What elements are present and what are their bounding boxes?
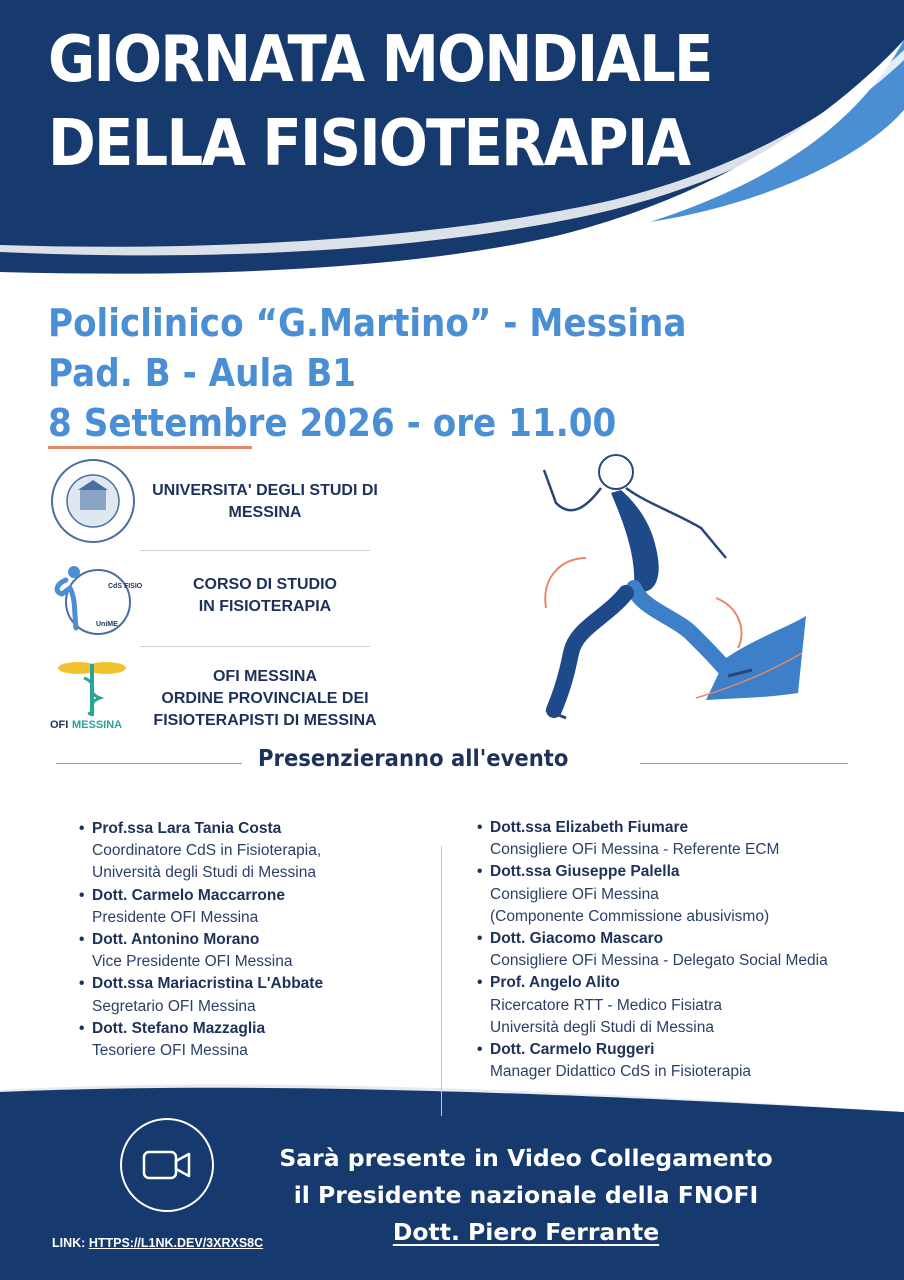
video-camera-icon <box>142 1146 192 1184</box>
attendees-list-left <box>92 818 323 1062</box>
ofi-messina-logo <box>50 656 134 736</box>
attendees-heading: Presenzieranno all'evento <box>258 746 569 772</box>
title-line-2: DELLA FISIOTERAPIA <box>48 107 690 181</box>
attendee-item <box>490 817 828 861</box>
video-call-badge <box>120 1118 214 1212</box>
organizer-divider <box>140 550 370 551</box>
attendee-role: Presidente OFI Messina <box>92 908 259 926</box>
university-seal-icon <box>50 458 136 544</box>
page-title <box>48 18 712 186</box>
event-date-time: 8 Settembre 2026 - ore 11.00 <box>48 401 617 445</box>
guest-speaker-name: Dott. Piero Ferrante <box>392 1218 660 1246</box>
attendees-heading-row <box>0 746 904 782</box>
attendee-name: • Dott. Carmelo Ruggeri <box>490 1039 828 1061</box>
attendee-role: Università degli Studi di Messina <box>92 864 316 882</box>
attendee-role: Ricercatore RTT - Medico Fisiatra <box>490 996 722 1014</box>
venue-room: Pad. B - Aula B1 <box>48 351 357 395</box>
svg-text:CdS FISIO: CdS FISIO <box>108 583 143 590</box>
attendee-role: Segretario OFI Messina <box>92 997 256 1015</box>
runner-illustration <box>516 448 806 748</box>
attendee-role: Consigliere OFi Messina - Delegato Social Media <box>490 952 828 970</box>
attendee-role: Università degli Studi di Messina <box>490 1018 714 1036</box>
event-details <box>48 298 686 448</box>
footer-line-2: il Presidente nazionale della FNOFI <box>293 1181 759 1209</box>
attendee-name: • Dott.ssa Elizabeth Fiumare <box>490 817 828 839</box>
organizer-ofi-label: OFI MESSINA ORDINE PROVINCIALE DEI FISIOTERAPISTI DI MESSINA <box>153 668 377 729</box>
attendee-name: • Dott. Giacomo Mascaro <box>490 928 828 950</box>
attendee-role: Vice Presidente OFI Messina <box>92 953 293 971</box>
venue-location: Policlinico “G.Martino” - Messina <box>48 301 687 345</box>
title-line-1: GIORNATA MONDIALE <box>48 23 712 97</box>
heading-rule-right <box>640 763 848 764</box>
attendee-name: • Dott.ssa Giuseppe Palella <box>490 861 828 883</box>
attendee-name: • Prof. Angelo Alito <box>490 972 828 994</box>
column-divider <box>441 846 442 1116</box>
attendee-role: Tesoriere OFI Messina <box>92 1042 248 1060</box>
attendee-item <box>490 928 828 972</box>
attendee-item <box>92 973 323 1017</box>
organizer-university-label: UNIVERSITA' DEGLI STUDI DI MESSINA <box>152 482 378 521</box>
attendee-name: • Dott. Carmelo Maccarrone <box>92 885 323 907</box>
video-link-announcement <box>276 1140 776 1251</box>
footer-line-1: Sarà presente in Video Collegamento <box>279 1144 773 1172</box>
attendee-role: Coordinatore CdS in Fisioterapia, <box>92 842 322 860</box>
svg-text:OFI: OFI <box>50 719 69 731</box>
attendee-name: • Prof.ssa Lara Tania Costa <box>92 818 323 840</box>
attendee-role: Consigliere OFi Messina - Referente ECM <box>490 841 780 859</box>
attendee-item <box>92 818 323 885</box>
cds-fisioterapia-logo <box>46 562 143 640</box>
attendee-item <box>92 1018 323 1062</box>
video-link <box>52 1236 263 1250</box>
svg-text:MESSINA: MESSINA <box>72 719 123 731</box>
attendee-name: • Dott. Antonino Morano <box>92 929 323 951</box>
organizer-cds-label: CORSO DI STUDIO IN FISIOTERAPIA <box>192 576 337 615</box>
attendee-item <box>490 1039 828 1083</box>
attendee-name: • Dott.ssa Mariacristina L'Abbate <box>92 973 323 995</box>
attendee-role: Consigliere OFi Messina <box>490 885 659 903</box>
attendee-item <box>490 861 828 928</box>
attendees-list-right <box>490 817 828 1083</box>
organizer-divider <box>140 646 370 647</box>
video-link-url[interactable]: HTTPS://L1NK.DEV/3XRXS8C <box>88 1236 264 1250</box>
date-underline <box>48 446 252 449</box>
attendee-name: • Dott. Stefano Mazzaglia <box>92 1018 323 1040</box>
attendee-item <box>92 885 323 929</box>
attendee-item <box>92 929 323 973</box>
svg-text:UniME: UniME <box>96 621 118 628</box>
attendee-role: (Componente Commissione abusivismo) <box>490 907 770 925</box>
attendee-item <box>490 972 828 1039</box>
heading-rule-left <box>56 763 242 764</box>
link-label: LINK: <box>52 1236 86 1250</box>
attendee-role: Manager Didattico CdS in Fisioterapia <box>490 1063 752 1081</box>
